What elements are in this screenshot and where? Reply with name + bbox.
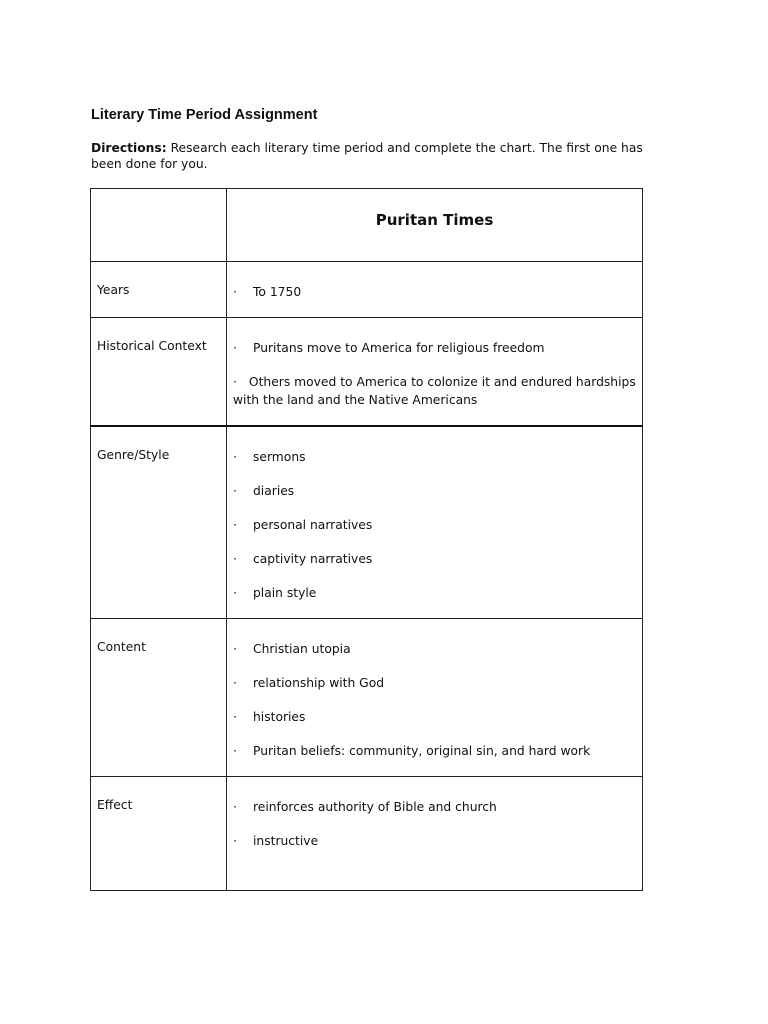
- bullet-icon: ·: [233, 586, 237, 600]
- list-item: · Christian utopia: [233, 642, 351, 656]
- bullet-icon: ·: [233, 341, 237, 355]
- table-header-row: [91, 189, 643, 262]
- list-item: · relationship with God: [233, 676, 385, 690]
- row-content-effect: [227, 777, 643, 891]
- directions-text: Research each literary time period and complete the chart. The first one has been done for you.: [91, 141, 643, 171]
- directions-paragraph: [91, 140, 671, 172]
- directions-label: Directions:: [91, 141, 167, 155]
- row-content-genre-style: [227, 426, 643, 619]
- list-item: · Others moved to America to colonize it and endured hardships with the land and the Native Americans: [233, 375, 636, 407]
- bullet-icon: ·: [233, 834, 237, 848]
- bullet-icon: ·: [233, 676, 237, 690]
- row-label-content: Content: [91, 619, 227, 777]
- document-title: Literary Time Period Assignment: [91, 107, 318, 123]
- list-item: · To 1750: [233, 285, 302, 299]
- table-row-genre-style: [91, 426, 643, 619]
- list-item: · histories: [233, 710, 306, 724]
- list-item: · plain style: [233, 586, 317, 600]
- list-item: · Puritans move to America for religious freedom: [233, 341, 545, 355]
- row-content-years: [227, 262, 643, 318]
- table-row-historical-context: [91, 318, 643, 427]
- row-label-historical-context: Historical Context: [91, 318, 227, 427]
- row-content-content: [227, 619, 643, 777]
- bullet-icon: ·: [233, 552, 237, 566]
- list-item: · personal narratives: [233, 518, 373, 532]
- list-item: · captivity narratives: [233, 552, 373, 566]
- literary-period-chart: [90, 188, 643, 891]
- bullet-icon: ·: [233, 285, 237, 299]
- row-content-historical-context: [227, 318, 643, 427]
- row-label-effect: Effect: [91, 777, 227, 891]
- bullet-icon: ·: [233, 642, 237, 656]
- table-row-years: [91, 262, 643, 318]
- row-label-genre-style: Genre/Style: [91, 426, 227, 619]
- table-row-effect: [91, 777, 643, 891]
- bullet-icon: ·: [233, 744, 237, 758]
- bullet-icon: ·: [233, 800, 237, 814]
- period-heading: Puritan Times: [227, 189, 643, 262]
- list-item: · instructive: [233, 834, 319, 848]
- header-empty-cell: [91, 189, 227, 262]
- bullet-icon: ·: [233, 710, 237, 724]
- bullet-icon: ·: [233, 450, 237, 464]
- list-item: · diaries: [233, 484, 295, 498]
- row-label-years: Years: [91, 262, 227, 318]
- bullet-icon: ·: [233, 518, 237, 532]
- bullet-icon: ·: [233, 484, 237, 498]
- list-item: · Puritan beliefs: community, original sin, and hard work: [233, 744, 591, 758]
- table-row-content: [91, 619, 643, 777]
- bullet-icon: ·: [233, 375, 237, 389]
- list-item: · reinforces authority of Bible and church: [233, 800, 497, 814]
- list-item: · sermons: [233, 450, 306, 464]
